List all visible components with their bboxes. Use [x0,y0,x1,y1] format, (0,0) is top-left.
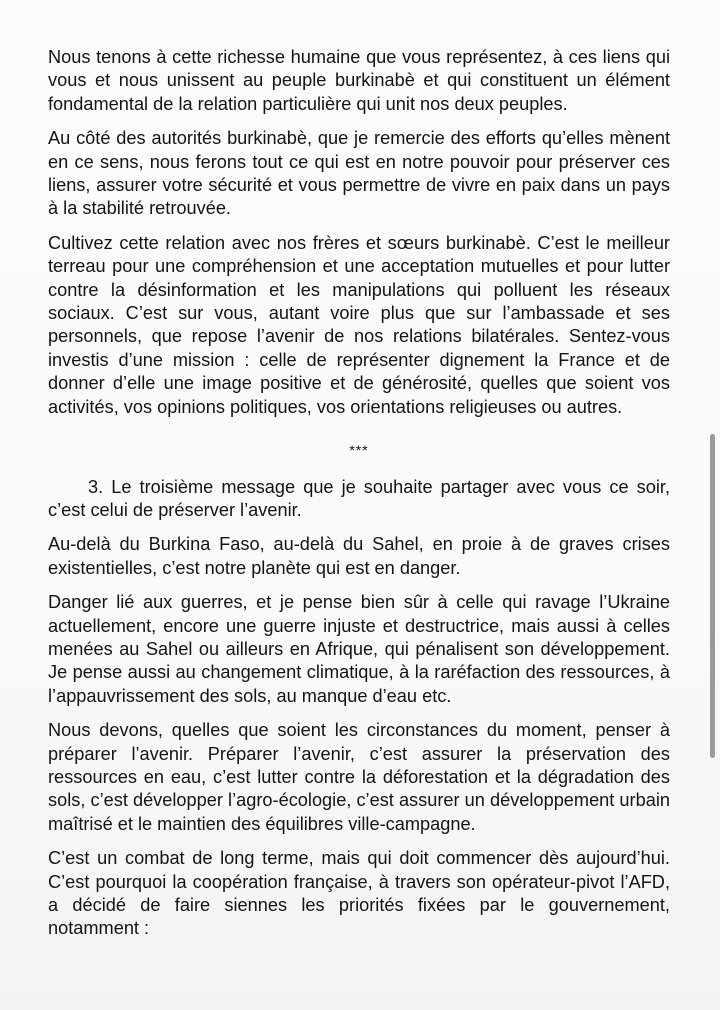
paragraph-3: Cultivez cette relation avec nos frères et sœurs burkinabè. C’est le meilleur terreau pour une compréhension et une acceptation mutuelles et pour lutter contre la désinformation et les manipulations qui polluent les réseaux sociaux. C’est sur vous, autant voire plus que sur l’ambassade et ses personnels, que repose l’avenir de nos relations bilatérales. Sentez-vous investis d’une mission : celle de représenter dignement la France et de donner d’elle une image positive et de générosité, quelles que soient vos activités, vos opinions politiques, vos orientations religieuses ou autres. [48,232,670,417]
paragraph-4: 3. Le troisième message que je souhaite partager avec vous ce soir, c’est celui de préserver l’avenir. [48,476,670,520]
section-separator: *** [349,442,369,459]
paragraph-5: Au-delà du Burkina Faso, au-delà du Sahel, en proie à de graves crises existentielles, c’est notre planète qui est en danger. [48,534,670,578]
paragraph-8: C’est un combat de long terme, mais qui doit commencer dès aujourd’hui. C’est pourquoi la coopération française, à travers son opérateur-pivot l’AFD, a décidé de faire siennes les priorités fixées par le gouvernement, notamment : [48,848,670,939]
paragraph-6: Danger lié aux guerres, et je pense bien sûr à celle qui ravage l’Ukraine actuellement, encore une guerre injuste et destructrice, mais aussi à celles menées au Sahel ou ailleurs en Afrique, qui pénalisent son développement. Je pense aussi au changement climatique, à la raréfaction des ressources, à l’appauvrissement des sols, au manque d’eau etc. [48,592,670,706]
scrollbar[interactable] [710,434,715,758]
paragraph-7: Nous devons, quelles que soient les circonstances du moment, penser à préparer l’avenir. Préparer l’avenir, c’est assurer la préservation des ressources en eau, c’est lutter contre la déforestation et la dégradation des sols, c’est développer l’agro-écologie, c’est assurer un développement urbain maîtrisé et le maintien des équilibres ville-campagne. [48,720,670,834]
paragraph-2: Au côté des autorités burkinabè, que je remercie des efforts qu’elles mènent en ce sens, nous ferons tout ce qui est en notre pouvoir pour préserver ces liens, assurer votre sécurité et vous permettre de vivre en paix dans un pays à la stabilité retrouvée. [48,128,670,219]
document-body [48,46,670,952]
paragraph-1: Nous tenons à cette richesse humaine que vous représentez, à ces liens qui vous et nous unissent au peuple burkinabè et qui constituent un élément fondamental de la relation particulière qui unit nos deux peuples. [48,47,670,114]
